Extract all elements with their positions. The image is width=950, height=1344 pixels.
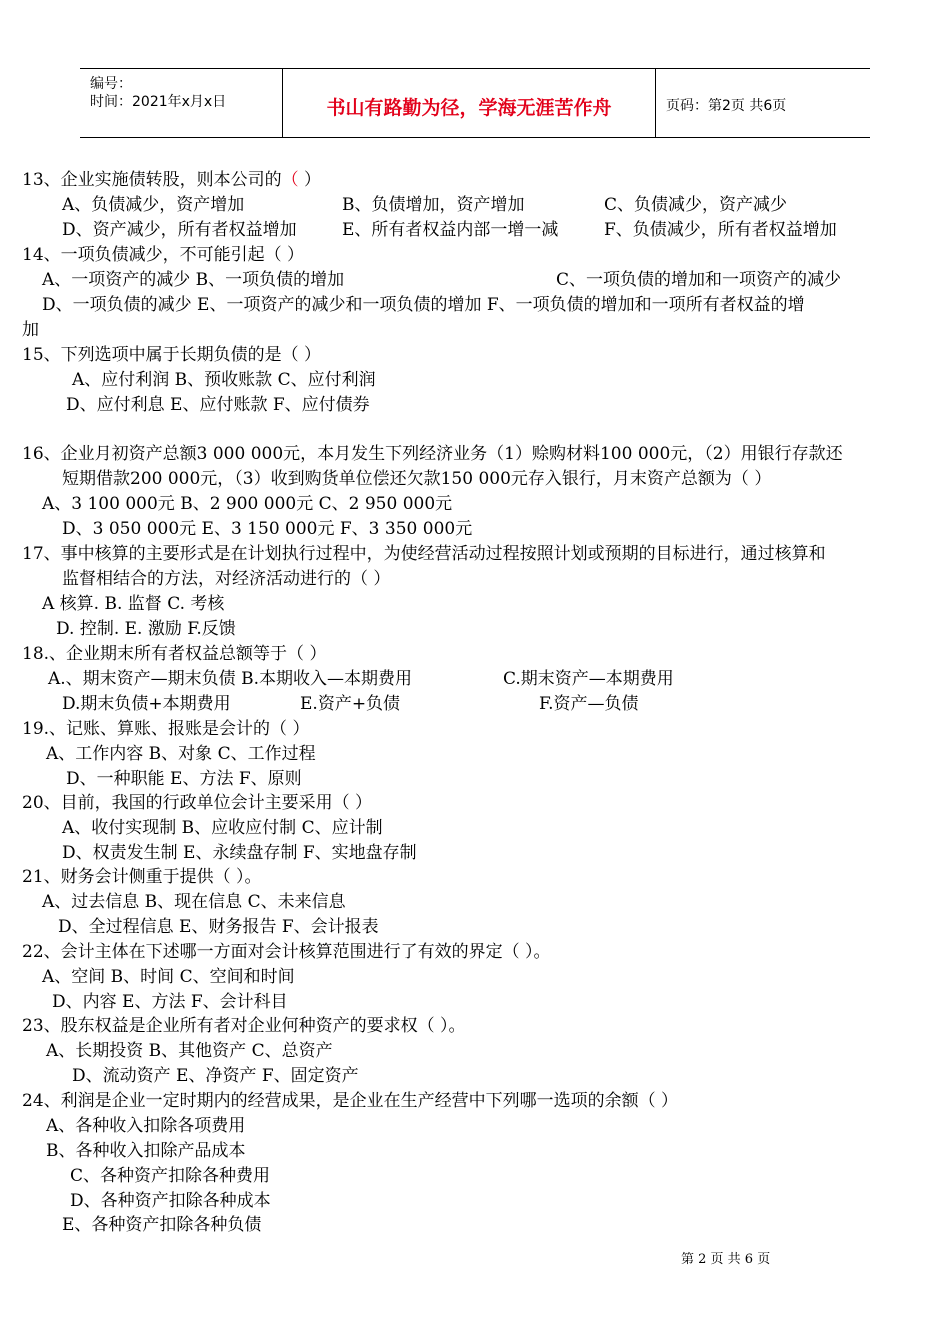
option-line: 加 xyxy=(22,320,39,340)
question-17: 17、事中核算的主要形式是在计划执行过程中，为使经营活动过程按照计划或预期的目标进行，通过核算和 xyxy=(22,544,826,564)
option-line: D、内容 E、方法 F、会计科目 xyxy=(52,992,288,1012)
question-16-cont: 短期借款200 000元，（3）收到购货单位偿还欠款150 000元存入银行，月末资产总额为（ ） xyxy=(62,469,772,489)
option-line: D.期末负债+本期费用 xyxy=(62,694,231,714)
question-16: 16、企业月初资产总额3 000 000元，本月发生下列经济业务（1）赊购材料100 000元，（2）用银行存款还 xyxy=(22,444,843,464)
option-line: D、全过程信息 E、财务报告 F、会计报表 xyxy=(58,917,379,937)
option-line: D、3 050 000元 E、3 150 000元 F、3 350 000元 xyxy=(62,519,473,539)
question-15: 15、下列选项中属于长期负债的是（ ） xyxy=(22,345,322,365)
option-line: A、3 100 000元 B、2 900 000元 C、2 950 000元 xyxy=(42,494,453,514)
option-line: E、各种资产扣除各种负债 xyxy=(62,1215,262,1235)
option-line: C.期末资产—本期费用 xyxy=(503,669,674,689)
header-table xyxy=(80,68,870,138)
header-page-info: 页码：第2页 共6页 xyxy=(666,98,787,114)
question-18: 18.、企业期末所有者权益总额等于（ ） xyxy=(22,644,327,664)
option-line: A、空间 B、时间 C、空间和时间 xyxy=(42,967,295,987)
question-20: 20、目前，我国的行政单位会计主要采用（ ） xyxy=(22,793,373,813)
option-line: D、一种职能 E、方法 F、原则 xyxy=(66,769,302,789)
question-23: 23、股东权益是企业所有者对企业何种资产的要求权（ ）。 xyxy=(22,1016,466,1036)
option-line: A 核算. B. 监督 C. 考核 xyxy=(42,594,225,614)
page-footer: 第 2 页 共 6 页 xyxy=(681,1252,771,1267)
option-line: D、各种资产扣除各种成本 xyxy=(70,1191,271,1211)
question-14: 14、一项负债减少，不可能引起（ ） xyxy=(22,245,305,265)
header-center-cell xyxy=(283,69,656,137)
option-line: C、负债减少，资产减少 xyxy=(604,195,788,215)
motto-text: 书山有路勤为径，学海无涯苦作舟 xyxy=(326,97,612,119)
option-line: A、应付利润 B、预收账款 C、应付利润 xyxy=(72,370,376,390)
option-line: A.、期末资产—期末负债 B.本期收入—本期费用 xyxy=(48,669,412,689)
question-13: 13、企业实施债转股，则本公司的（ ） xyxy=(22,170,322,190)
option-line: A、长期投资 B、其他资产 C、总资产 xyxy=(46,1041,333,1061)
option-line: D、一项负债的减少 E、一项资产的减少和一项负债的增加 F、一项负债的增加和一项所有者权益的增 xyxy=(42,295,805,315)
question-19: 19.、记账、算账、报账是会计的（ ） xyxy=(22,719,310,739)
option-line: A、收付实现制 B、应收应付制 C、应计制 xyxy=(62,818,383,838)
option-line: B、负债增加，资产增加 xyxy=(342,195,525,215)
question-24: 24、利润是企业一定时期内的经营成果，是企业在生产经营中下列哪一选项的余额（ ） xyxy=(22,1091,679,1111)
option-line: A、各种收入扣除各项费用 xyxy=(46,1116,246,1136)
option-line: E、所有者权益内部一增一减 xyxy=(342,220,559,240)
option-line: B、各种收入扣除产品成本 xyxy=(46,1141,246,1161)
option-line: D、应付利息 E、应付账款 F、应付债券 xyxy=(66,395,370,415)
doc-number-label: 编号： xyxy=(90,76,132,92)
doc-time-label: 时间：2021年x月x日 xyxy=(90,94,227,110)
option-line: C、各种资产扣除各种费用 xyxy=(70,1166,271,1186)
option-line: F、负债减少，所有者权益增加 xyxy=(604,220,837,240)
header-right-cell xyxy=(656,69,870,137)
option-line: D、权责发生制 E、永续盘存制 F、实地盘存制 xyxy=(62,843,417,863)
option-line: D. 控制. E. 激励 F.反馈 xyxy=(56,619,236,639)
option-line: A、负债减少，资产增加 xyxy=(62,195,245,215)
question-17-cont: 监督相结合的方法，对经济活动进行的（ ） xyxy=(62,569,391,589)
question-22: 22、会计主体在下述哪一方面对会计核算范围进行了有效的界定（ ）。 xyxy=(22,942,551,962)
option-line: E.资产+负债 xyxy=(300,694,401,714)
option-line: F.资产—负债 xyxy=(539,694,639,714)
header-left-cell xyxy=(80,69,283,137)
option-line: A、过去信息 B、现在信息 C、未来信息 xyxy=(42,892,346,912)
option-line: A、一项资产的减少 B、一项负债的增加 xyxy=(42,270,345,290)
option-line: D、流动资产 E、净资产 F、固定资产 xyxy=(72,1066,359,1086)
question-21: 21、财务会计侧重于提供（ ）。 xyxy=(22,867,262,887)
option-line: D、资产减少，所有者权益增加 xyxy=(62,220,297,240)
option-line: A、工作内容 B、对象 C、工作过程 xyxy=(46,744,316,764)
option-line: C、一项负债的增加和一项资产的减少 xyxy=(556,270,842,290)
